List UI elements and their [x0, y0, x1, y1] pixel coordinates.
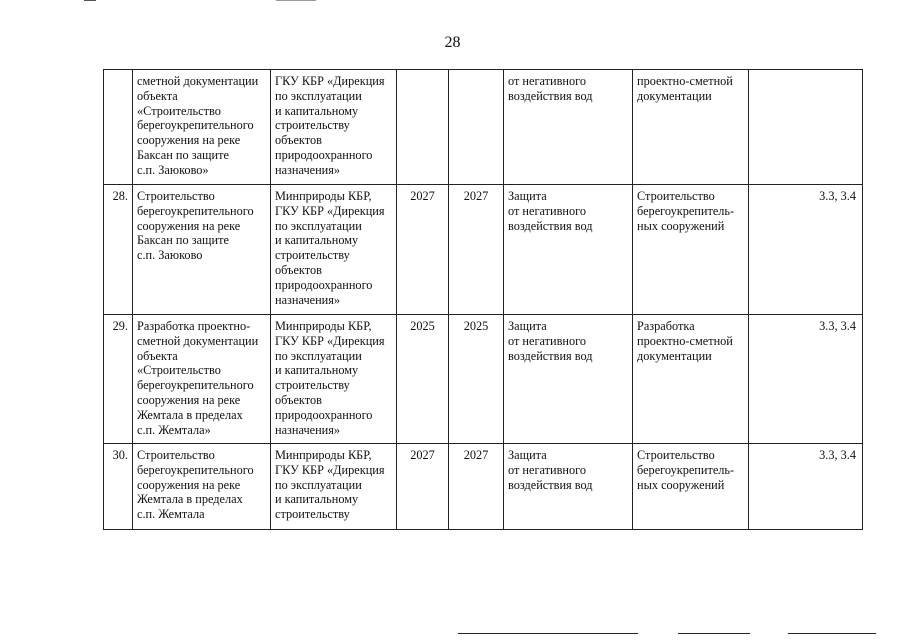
indicators [749, 70, 863, 185]
row-number [104, 70, 133, 185]
end-year [449, 70, 504, 185]
measure-name: Строительство берегоукрепительного сооружения на реке Баксан по защите с.п. Заюково [133, 185, 271, 315]
expected-result: Строительство берегоукрепитель- ных сооружений [633, 444, 749, 530]
indicators: 3.3, 3.4 [749, 444, 863, 530]
table-row [104, 185, 863, 315]
expected-result: Строительство берегоукрепитель- ных сооружений [633, 185, 749, 315]
executor: Минприроды КБР, ГКУ КБР «Дирекция по эксплуатации и капитальному строительству объектов природоохранного назначения» [271, 185, 397, 315]
indicators: 3.3, 3.4 [749, 315, 863, 444]
measure-name: Строительство берегоукрепительного сооружения на реке Жемтала в пределах с.п. Жемтала [133, 444, 271, 530]
row-number: 29. [104, 315, 133, 444]
expected-result: проектно-сметной документации [633, 70, 749, 185]
start-year: 2027 [397, 444, 449, 530]
table-row [104, 444, 863, 530]
signature-line [678, 633, 750, 634]
start-year [397, 70, 449, 185]
measures-table [103, 69, 863, 530]
table-row [104, 70, 863, 185]
end-year: 2025 [449, 315, 504, 444]
indicators: 3.3, 3.4 [749, 185, 863, 315]
expected-result: Разработка проектно-сметной документации [633, 315, 749, 444]
row-number: 30. [104, 444, 133, 530]
executor: Минприроды КБР, ГКУ КБР «Дирекция по эксплуатации и капитальному строительству [271, 444, 397, 530]
executor: ГКУ КБР «Дирекция по эксплуатации и капитальному строительству объектов природоохранного назначения» [271, 70, 397, 185]
end-year: 2027 [449, 444, 504, 530]
executor: Минприроды КБР, ГКУ КБР «Дирекция по эксплуатации и капитальному строительству объектов природоохранного назначения» [271, 315, 397, 444]
measure-name: Разработка проектно- сметной документации объекта «Строительство берегоукрепительного сооружения на реке Жемтала в пределах с.п. Жемтала» [133, 315, 271, 444]
page-number: 28 [444, 34, 461, 51]
table-row [104, 315, 863, 444]
direction: Защита от негативного воздействия вод [504, 185, 633, 315]
end-year: 2027 [449, 185, 504, 315]
row-number: 28. [104, 185, 133, 315]
scan-artifact [276, 0, 316, 3]
signature-line [458, 633, 638, 634]
start-year: 2027 [397, 185, 449, 315]
direction: Защита от негативного воздействия вод [504, 315, 633, 444]
signature-line [788, 633, 876, 634]
measure-name: сметной документации объекта «Строительство берегоукрепительного сооружения на реке Баксан по защите с.п. Заюково» [133, 70, 271, 185]
direction: от негативного воздействия вод [504, 70, 633, 185]
start-year: 2025 [397, 315, 449, 444]
direction: Защита от негативного воздействия вод [504, 444, 633, 530]
scan-artifact [84, 0, 96, 3]
